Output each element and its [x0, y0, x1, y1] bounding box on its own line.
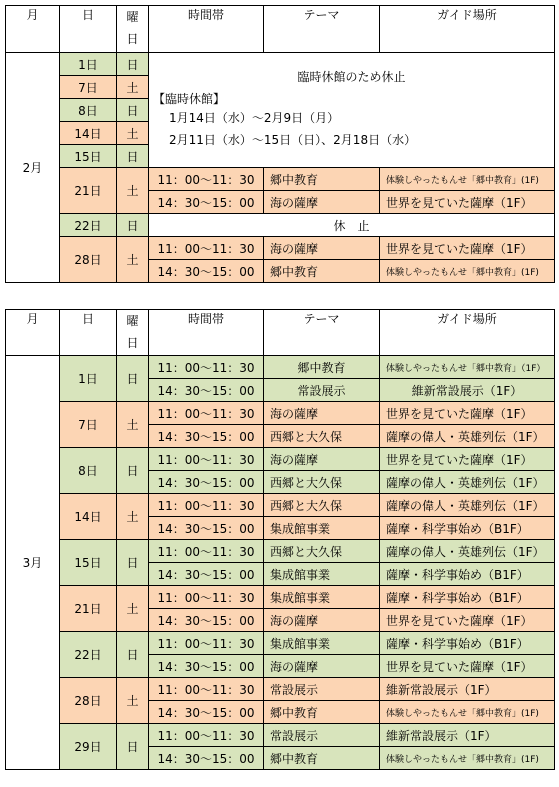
day-cell: 1日 [60, 53, 117, 76]
weekday-cell: 日 [117, 540, 149, 586]
weekday-cell: 日 [117, 214, 149, 237]
header-theme: テーマ [264, 310, 380, 356]
time-cell: 14：30～15：00 [149, 747, 264, 770]
place-cell: 世界を見ていた薩摩（1F） [380, 655, 555, 678]
time-cell: 14：30～15：00 [149, 701, 264, 724]
theme-cell: 郷中教育 [264, 701, 380, 724]
month-cell: 2月 [6, 53, 60, 283]
time-cell: 14：30～15：00 [149, 425, 264, 448]
time-cell: 14：30～15：00 [149, 260, 264, 283]
place-cell: 体験しやったもんせ「郷中教育」(1F) [380, 747, 555, 770]
time-cell: 11：00～11：30 [149, 724, 264, 747]
time-cell: 14：30～15：00 [149, 471, 264, 494]
table-row [6, 402, 555, 425]
header-weekday: 曜 日 [117, 6, 149, 53]
header-day: 日 [60, 6, 117, 53]
header-place: ガイド場所 [380, 6, 555, 53]
place-cell: 世界を見ていた薩摩（1F） [380, 448, 555, 471]
time-cell: 14：30～15：00 [149, 517, 264, 540]
weekday-cell: 日 [117, 632, 149, 678]
weekday-cell: 土 [117, 678, 149, 724]
table-row [6, 540, 555, 563]
day-cell: 7日 [60, 76, 117, 99]
table-row [6, 448, 555, 471]
theme-cell: 郷中教育 [264, 356, 380, 379]
place-cell: 薩摩・科学事始め（B1F） [380, 632, 555, 655]
theme-cell: 西郷と大久保 [264, 494, 380, 517]
place-cell: 維新常設展示（1F） [380, 678, 555, 701]
closure-notice [149, 53, 555, 168]
place-cell: 体験しやったもんせ「郷中教育」（1F） [380, 356, 555, 379]
table-row [6, 168, 555, 191]
theme-cell: 集成館事業 [264, 517, 380, 540]
header-theme: テーマ [264, 6, 380, 53]
header-day: 日 [60, 310, 117, 356]
place-cell: 維新常設展示（1F） [380, 379, 555, 402]
place-cell: 世界を見ていた薩摩（1F） [380, 609, 555, 632]
theme-cell: 海の薩摩 [264, 237, 380, 260]
header-month: 月 [6, 6, 60, 53]
feb-schedule-table [5, 5, 555, 283]
place-cell: 薩摩の偉人・英雄列伝（1F） [380, 425, 555, 448]
weekday-cell: 土 [117, 122, 149, 145]
closure-period-2: 2月11日（水）～15日（日）、2月18日（水） [169, 133, 417, 147]
weekday-cell: 日 [117, 724, 149, 770]
place-cell: 薩摩の偉人・英雄列伝（1F） [380, 494, 555, 517]
place-cell: 世界を見ていた薩摩（1F） [380, 191, 555, 214]
theme-cell: 集成館事業 [264, 563, 380, 586]
time-cell: 11：00～11：30 [149, 632, 264, 655]
day-cell: 15日 [60, 540, 117, 586]
table-row [6, 356, 555, 379]
table-row [6, 724, 555, 747]
theme-cell: 郷中教育 [264, 168, 380, 191]
header-weekday: 曜 日 [117, 310, 149, 356]
header-time: 時間帯 [149, 6, 264, 53]
theme-cell: 西郷と大久保 [264, 471, 380, 494]
header-time: 時間帯 [149, 310, 264, 356]
suspended-cell: 休 止 [149, 214, 555, 237]
weekday-cell: 日 [117, 356, 149, 402]
day-cell: 7日 [60, 402, 117, 448]
time-cell: 14：30～15：00 [149, 563, 264, 586]
table-row [6, 494, 555, 517]
time-cell: 11：00～11：30 [149, 494, 264, 517]
table-row [6, 586, 555, 609]
header-month: 月 [6, 310, 60, 356]
day-cell: 8日 [60, 99, 117, 122]
theme-cell: 常設展示 [264, 678, 380, 701]
day-cell: 8日 [60, 448, 117, 494]
table-row [6, 53, 555, 76]
day-cell: 28日 [60, 678, 117, 724]
theme-cell: 郷中教育 [264, 260, 380, 283]
place-cell: 世界を見ていた薩摩（1F） [380, 402, 555, 425]
weekday-cell: 土 [117, 586, 149, 632]
table-row [6, 678, 555, 701]
time-cell: 11：00～11：30 [149, 678, 264, 701]
time-cell: 11：00～11：30 [149, 586, 264, 609]
closure-title: 臨時休館のため休止 [297, 70, 406, 84]
theme-cell: 常設展示 [264, 379, 380, 402]
time-cell: 11：00～11：30 [149, 168, 264, 191]
day-cell: 29日 [60, 724, 117, 770]
table-row [6, 214, 555, 237]
theme-cell: 常設展示 [264, 724, 380, 747]
time-cell: 11：00～11：30 [149, 448, 264, 471]
weekday-cell: 土 [117, 494, 149, 540]
time-cell: 14：30～15：00 [149, 379, 264, 402]
time-cell: 14：30～15：00 [149, 609, 264, 632]
place-cell: 薩摩の偉人・英雄列伝（1F） [380, 471, 555, 494]
header-row [6, 6, 555, 53]
place-cell: 維新常設展示（1F） [380, 724, 555, 747]
theme-cell: 海の薩摩 [264, 448, 380, 471]
place-cell: 体験しやったもんせ「郷中教育」(1F) [380, 168, 555, 191]
day-cell: 1日 [60, 356, 117, 402]
day-cell: 22日 [60, 632, 117, 678]
day-cell: 28日 [60, 237, 117, 283]
theme-cell: 西郷と大久保 [264, 425, 380, 448]
weekday-cell: 日 [117, 53, 149, 76]
time-cell: 14：30～15：00 [149, 191, 264, 214]
place-cell: 体験しやったもんせ「郷中教育」(1F) [380, 701, 555, 724]
theme-cell: 西郷と大久保 [264, 540, 380, 563]
place-cell: 体験しやったもんせ「郷中教育」(1F) [380, 260, 555, 283]
mar-schedule-table [5, 309, 555, 770]
closure-heading: 【臨時休館】 [153, 92, 226, 106]
place-cell: 薩摩の偉人・英雄列伝（1F） [380, 540, 555, 563]
day-cell: 21日 [60, 168, 117, 214]
weekday-cell: 土 [117, 402, 149, 448]
time-cell: 14：30～15：00 [149, 655, 264, 678]
weekday-cell: 土 [117, 76, 149, 99]
header-place: ガイド場所 [380, 310, 555, 356]
day-cell: 21日 [60, 586, 117, 632]
place-cell: 薩摩・科学事始め（B1F） [380, 563, 555, 586]
weekday-cell: 土 [117, 168, 149, 214]
weekday-cell: 土 [117, 237, 149, 283]
table-row [6, 237, 555, 260]
theme-cell: 海の薩摩 [264, 402, 380, 425]
theme-cell: 集成館事業 [264, 632, 380, 655]
weekday-cell: 日 [117, 145, 149, 168]
weekday-cell: 日 [117, 448, 149, 494]
theme-cell: 集成館事業 [264, 586, 380, 609]
place-cell: 薩摩・科学事始め（B1F） [380, 586, 555, 609]
theme-cell: 郷中教育 [264, 747, 380, 770]
table-row [6, 632, 555, 655]
closure-period-1: 1月14日（水）～2月9日（月） [169, 111, 340, 125]
theme-cell: 海の薩摩 [264, 655, 380, 678]
mar-table-body [6, 356, 555, 770]
day-cell: 14日 [60, 494, 117, 540]
place-cell: 薩摩・科学事始め（B1F） [380, 517, 555, 540]
theme-cell: 海の薩摩 [264, 191, 380, 214]
month-cell: 3月 [6, 356, 60, 770]
weekday-cell: 日 [117, 99, 149, 122]
time-cell: 11：00～11：30 [149, 540, 264, 563]
day-cell: 22日 [60, 214, 117, 237]
day-cell: 14日 [60, 122, 117, 145]
place-cell: 世界を見ていた薩摩（1F） [380, 237, 555, 260]
time-cell: 11：00～11：30 [149, 356, 264, 379]
time-cell: 11：00～11：30 [149, 402, 264, 425]
header-row [6, 310, 555, 356]
theme-cell: 海の薩摩 [264, 609, 380, 632]
day-cell: 15日 [60, 145, 117, 168]
time-cell: 11：00～11：30 [149, 237, 264, 260]
